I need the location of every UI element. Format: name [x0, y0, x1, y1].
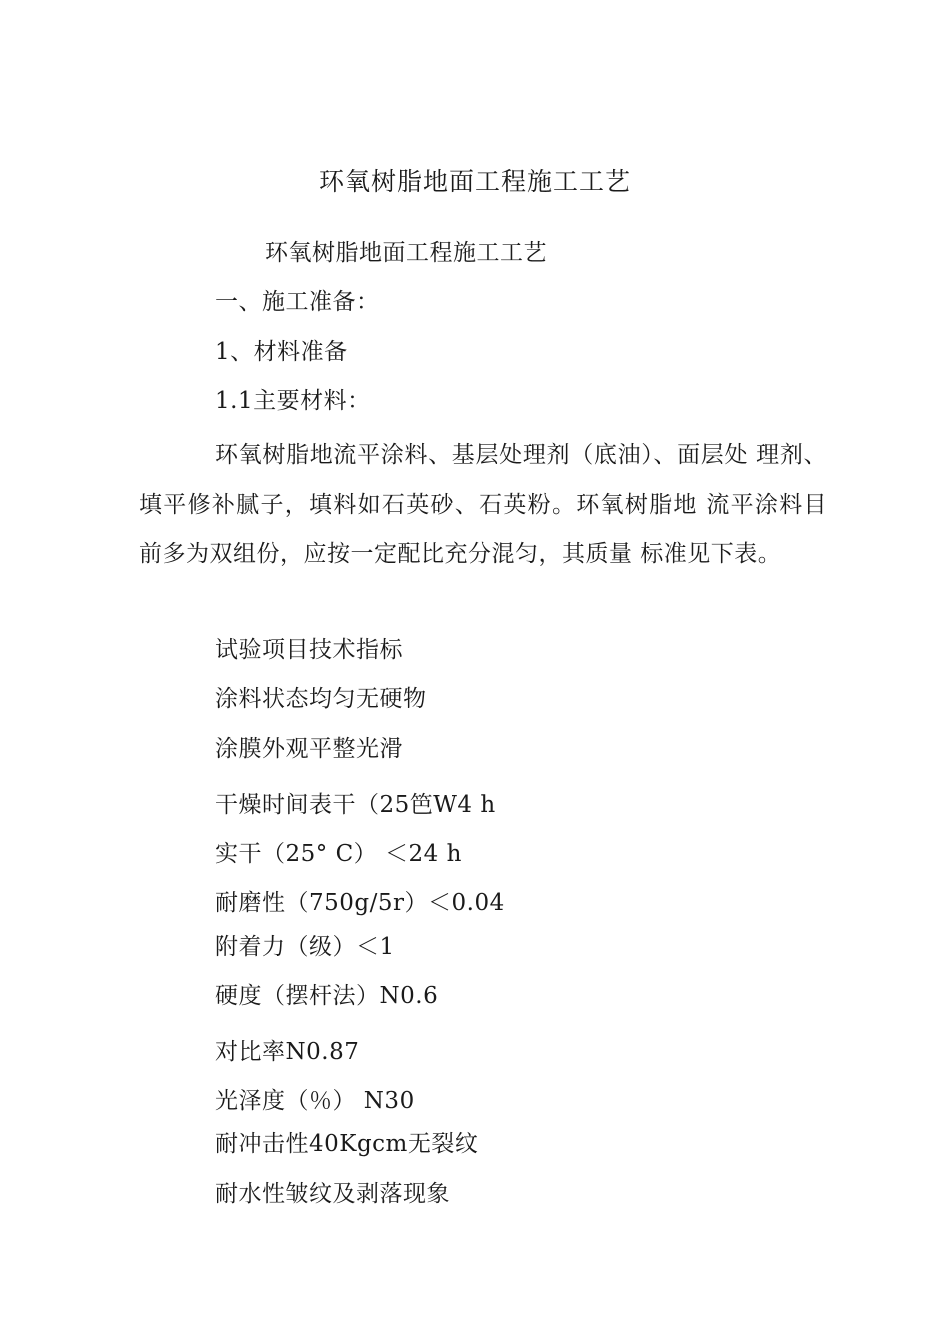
spec-line: 耐水性皱纹及剥落现象: [215, 1181, 450, 1207]
spec-line: 涂料状态均匀无硬物: [215, 686, 427, 712]
subsection-heading: 1.1主要材料：: [215, 388, 371, 414]
spec-line: 硬度（摆杆法）N0.6: [215, 983, 439, 1009]
spec-line: 干燥时间表干（25笆W4 h: [215, 792, 496, 818]
spec-line: 对比率N0.87: [215, 1039, 360, 1065]
body-paragraph: 环氧树脂地流平涂料、基层处理剂（底油）、面层处 理剂、填平修补腻子，填料如石英砂、石英粉。环氧树脂地 流平涂料目前多为双组份，应按一定配比充分混匀，其质量 标准见下表。: [139, 442, 827, 567]
spec-line: 耐冲击性40Kgcm无裂纹: [215, 1131, 479, 1157]
section-heading: 一、施工准备：: [215, 289, 380, 315]
document-subtitle: 环氧树脂地面工程施工工艺: [265, 240, 547, 266]
spec-line: 光泽度（％） N30: [215, 1088, 415, 1114]
document-title: 环氧树脂地面工程施工工艺: [318, 167, 631, 196]
spec-line: 试验项目技术指标: [215, 637, 403, 663]
spec-line: 涂膜外观平整光滑: [215, 736, 403, 762]
spec-line: 附着力（级）＜1: [215, 934, 395, 960]
subsection-heading: 1、材料准备: [215, 339, 348, 365]
spec-line: 耐磨性（750g/5r）＜0.04: [215, 890, 505, 916]
spec-line: 实干（25° C） ＜24 h: [215, 841, 462, 867]
